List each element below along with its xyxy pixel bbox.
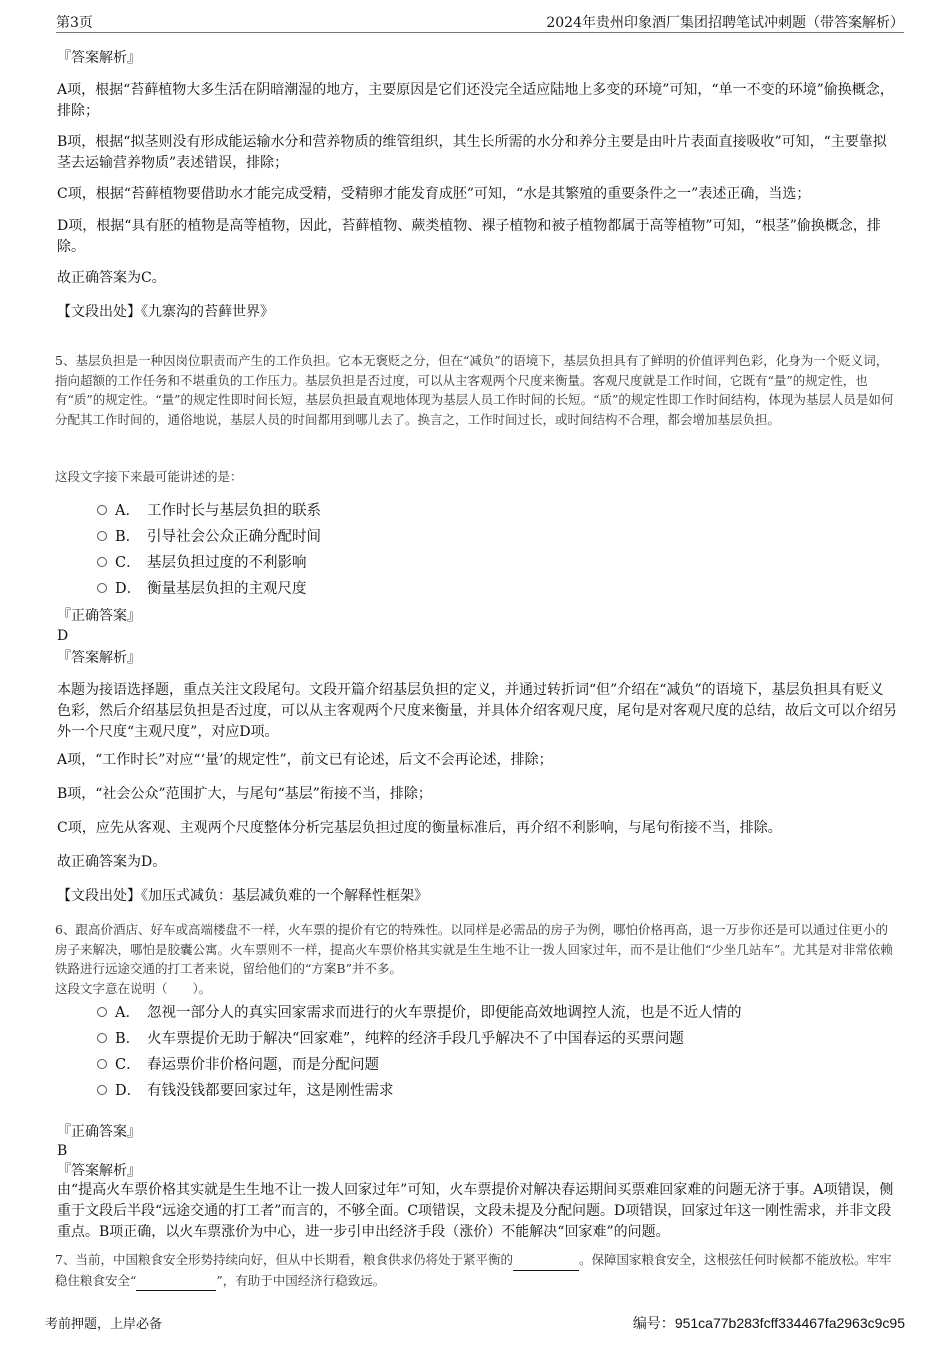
- analysis-label: 『答案解析』: [57, 650, 141, 666]
- question-6-prompt: 这段文字意在说明（ ）。: [55, 981, 212, 996]
- radio-icon[interactable]: [97, 505, 107, 515]
- radio-icon[interactable]: [97, 1007, 107, 1017]
- radio-icon[interactable]: [97, 531, 107, 541]
- question-5-analysis: 本题为接语选择题，重点关注文段尾句。文段开篇介绍基层负担的定义，并通过转折词“但”介绍在“减负”的语境下，基层负担具有贬义色彩，然后介绍基层负担是否过度，可以从主客观两个尺度来衡量，并具体介绍客观尺度，尾句是对客观尺度的总结，故后文可以介绍另外一个尺度“主观尺度”，对应D项。: [57, 682, 897, 740]
- analysis-option-c: C项，根据“苔藓植物要借助水才能完成受精，受精卵才能发育成胚”可知，“水是其繁殖的重要条件之一”表述正确，当选；: [57, 186, 811, 202]
- question-5-option-d[interactable]: D． 衡量基层负担的主观尺度: [97, 579, 307, 599]
- question-7-stem: 7、当前，中国粮食安全形势持续向好，但从中长期看，粮食供求仍将处于紧平衡的 。保障国家粮食安全，这根弦任何时候都不能放松。牢牢稳住粮食安全“ ”，有助于中国经济行稳致远。: [55, 1250, 895, 1291]
- source-citation: 【文段出处】《加压式减负：基层减负难的一个解释性框架》: [57, 888, 428, 904]
- analysis-conclusion: 故正确答案为C。: [57, 270, 166, 286]
- document-title: 2024年贵州印象酒厂集团招聘笔试冲刺题（带答案解析）: [546, 15, 904, 31]
- question-5-conclusion: 故正确答案为D。: [57, 854, 167, 870]
- question-6-stem: 6、跟高价酒店、好车或高端楼盘不一样，火车票的提价有它的特殊性。以同样是必需品的房子为例，哪怕价格再高，退一万步你还是可以通过住更小的房子来解决，哪怕是胶囊公寓。火车票则不一样，提高火车票价格其实就是生生地不让一拨人回家过年，而不是让他们“少坐几站车”。尤其是对非常依赖铁路进行远途交通的打工者来说，留给他们的“方案B”并不多。: [55, 922, 893, 976]
- correct-answer: D: [57, 628, 69, 644]
- analysis-option-b: B项，根据“拟茎则没有形成能运输水分和营养物质的维管组织，其生长所需的水分和养分主要是由叶片表面直接吸收”可知，“主要靠拟茎去运输营养物质”表述错误，排除；: [57, 134, 887, 171]
- radio-icon[interactable]: [97, 1085, 107, 1095]
- answer-label: 『正确答案』: [57, 608, 141, 624]
- page-header: [56, 12, 904, 33]
- analysis-option-d: D项，根据“具有胚的植物是高等植物，因此，苔藓植物、蕨类植物、裸子植物和被子植物都属于高等植物”可知，“根茎”偷换概念，排除。: [57, 218, 881, 255]
- analysis-label: 『答案解析』: [57, 50, 141, 66]
- radio-icon[interactable]: [97, 1059, 107, 1069]
- question-6-option-c[interactable]: C． 春运票价非价格问题，而是分配问题: [97, 1055, 379, 1075]
- question-5-option-b[interactable]: B． 引导社会公众正确分配时间: [97, 527, 321, 547]
- question-5-analysis-b: B项，“社会公众”范围扩大，与尾句“基层”衔接不当，排除；: [57, 786, 432, 802]
- correct-answer: B: [57, 1143, 68, 1159]
- analysis-label: 『答案解析』: [57, 1163, 141, 1179]
- question-6-option-d[interactable]: D． 有钱没钱都要回家过年，这是刚性需求: [97, 1081, 394, 1101]
- page-number: 第3页: [56, 15, 93, 31]
- question-5-prompt: 这段文字接下来最可能讲述的是：: [55, 469, 243, 484]
- analysis-option-a: A项，根据“苔藓植物大多生活在阴暗潮湿的地方，主要原因是它们还没完全适应陆地上多变的环境”可知，“单一不变的环境”偷换概念，排除；: [57, 82, 894, 119]
- radio-icon[interactable]: [97, 583, 107, 593]
- fill-blank-2[interactable]: [136, 1271, 216, 1292]
- radio-icon[interactable]: [97, 557, 107, 567]
- question-6-option-a[interactable]: A． 忽视一部分人的真实回家需求而进行的火车票提价，即便能高效地调控人流，也是不近人情的: [97, 1003, 742, 1023]
- page-footer: [45, 1313, 905, 1332]
- answer-label: 『正确答案』: [57, 1124, 141, 1140]
- radio-icon[interactable]: [97, 1033, 107, 1043]
- question-5-option-c[interactable]: C． 基层负担过度的不利影响: [97, 553, 307, 573]
- question-5-option-a[interactable]: A． 工作时长与基层负担的联系: [97, 501, 321, 521]
- question-5-analysis-a: A项，“工作时长”对应“‘量’的规定性”，前文已有论述，后文不会再论述，排除；: [57, 752, 553, 768]
- question-6-analysis: 由“提高火车票价格其实就是生生地不让一拨人回家过年”可知，火车票提价对解决春运期间买票难回家难的问题无济于事。A项错误，侧重于文段后半段“远途交通的打工者”而言的，不够全面。C项错误，文段未提及分配问题。D项错误，回家过年这一刚性需求，并非文段重点。B项正确，以火车票涨价为中心，进一步引申出经济手段（涨价）不能解决“回家难”的问题。: [57, 1182, 894, 1240]
- question-6-option-b[interactable]: B． 火车票提价无助于解决“回家难”，纯粹的经济手段几乎解决不了中国春运的买票问题: [97, 1029, 684, 1049]
- question-5-stem: 5、基层负担是一种因岗位职责而产生的工作负担。它本无褒贬之分，但在“减负”的语境下，基层负担具有了鲜明的价值评判色彩，化身为一个贬义词，指向超额的工作任务和不堪重负的工作压力。基层负担是否过度，可以从主客观两个尺度来衡量。客观尺度就是工作时间，它既有“量”的规定性，也有“质”的规定性。“量”的规定性即时间长短，基层负担最直观地体现为基层人员工作时间的长短。“质”的规定性即工作时间结构，体现为基层人员是如何分配其工作时间的，通俗地说，基层人员的时间都用到哪儿去了。换言之，工作时间过长，或时间结构不合理，都会增加基层负担。: [55, 353, 894, 427]
- footer-slogan: 考前押题，上岸必备: [45, 1317, 163, 1332]
- question-5-analysis-c: C项，应先从客观、主观两个尺度整体分析完基层负担过度的衡量标准后，再介绍不利影响，与尾句衔接不当，排除。: [57, 820, 782, 836]
- document-code: 编号：951ca77b283fcff334467fa2963c9c95: [632, 1315, 905, 1331]
- fill-blank-1[interactable]: [513, 1250, 579, 1271]
- source-citation: 【文段出处】《九寨沟的苔藓世界》: [57, 304, 274, 320]
